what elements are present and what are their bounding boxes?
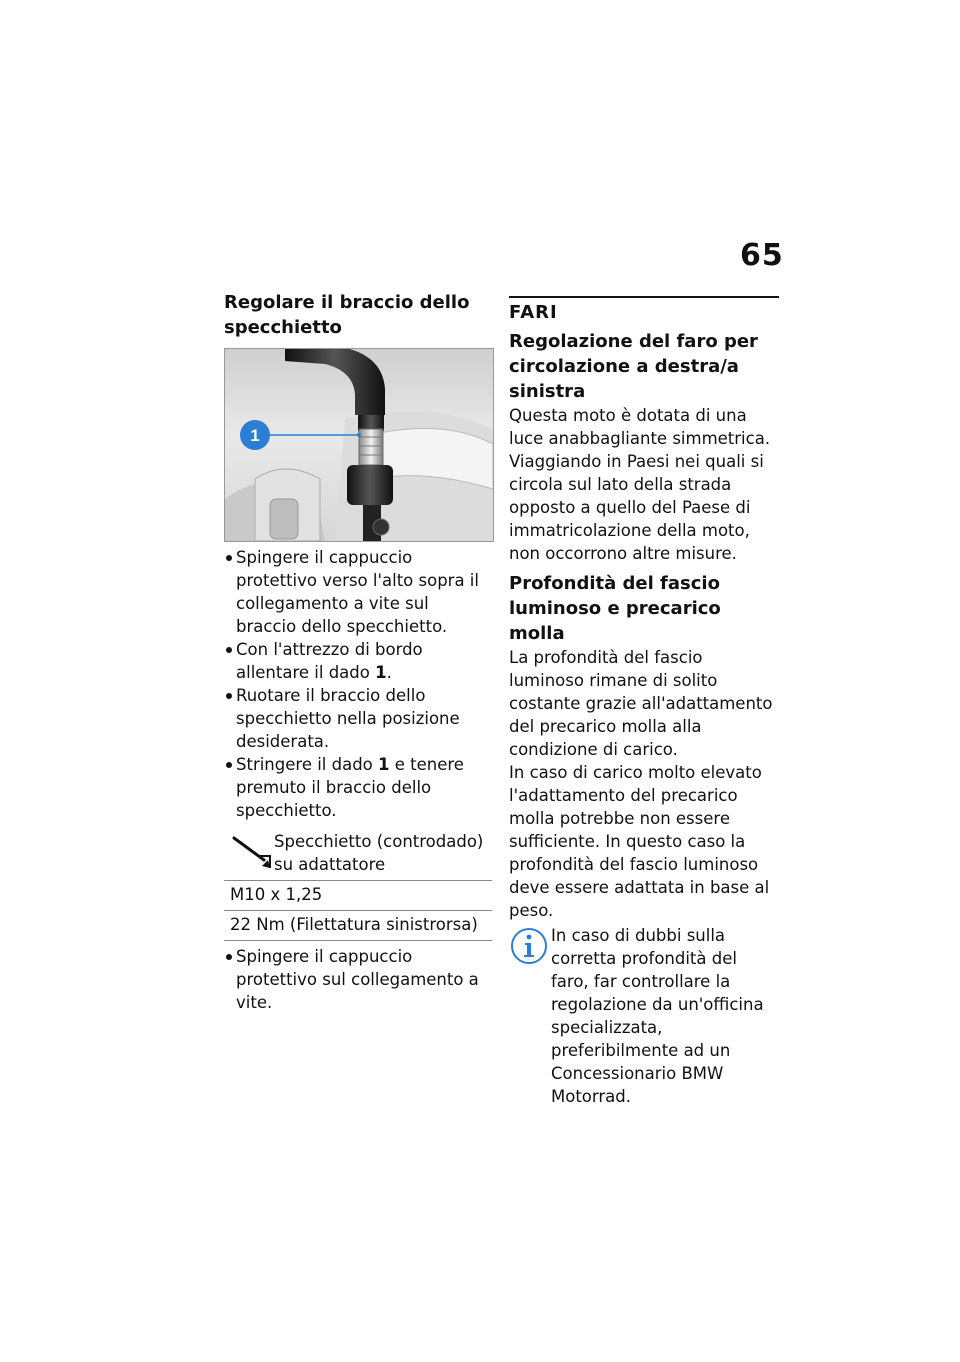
instruction-steps (224, 546, 494, 822)
instruction-steps-final (224, 945, 494, 1014)
torque-wrench-icon (230, 830, 274, 876)
torque-value: 22 Nm (Filettatura sinistrorsa) (224, 911, 492, 941)
mirror-arm-illustration (225, 349, 493, 541)
part-ref-nut: 1 (375, 663, 387, 682)
step-item: Con l'attrezzo di bordo allentare il dado 1. (224, 638, 494, 684)
torque-thread: M10 x 1,25 (224, 881, 492, 911)
part-ref-nut: 1 (378, 755, 390, 774)
torque-spec-table (224, 828, 492, 941)
section-text-headlight-traffic: Questa moto è dotata di una luce anabbagliante simmetrica. Viaggiando in Paesi nei quali si circola sul lato della strada opposto a quello del Paese di immatricolazione della moto, non occorrono altre misure. (509, 406, 771, 563)
left-column (224, 290, 494, 1014)
right-column (509, 290, 779, 1108)
mirror-arm-figure (224, 348, 494, 542)
figure-callout-1: 1 (250, 426, 260, 445)
page-number: 65 (740, 238, 784, 273)
info-icon (509, 926, 549, 966)
chapter-divider (509, 296, 779, 298)
section-text-beam-depth-1: La profondità del fascio luminoso rimane di solito costante grazie all'adattamento del precarico molla alla condizione di carico. (509, 648, 773, 759)
step-item: Ruotare il braccio dello specchietto nella posizione desiderata. (224, 684, 494, 753)
info-note-text: In caso di dubbi sulla corretta profondità del faro, far controllare la regolazione da un'officina specializzata, preferibilmente ad un Concessionario BMW Motorrad. (551, 926, 764, 1106)
torque-title: Specchietto (controdado) su adattatore (274, 832, 484, 874)
section-heading-headlight-traffic: Regolazione del faro per circolazione a destra/a sinistra (509, 331, 758, 402)
step-item: Spingere il cappuccio protettivo verso l'alto sopra il collegamento a vite sul braccio dello specchietto. (224, 546, 494, 638)
step-item: Spingere il cappuccio protettivo sul collegamento a vite. (224, 945, 494, 1014)
section-text-beam-depth-2: In caso di carico molto elevato l'adattamento del precarico molla potrebbe non essere sufficiente. In questo caso la profondità del fascio luminoso deve essere adattata in base al peso. (509, 763, 770, 920)
info-note (509, 924, 779, 1108)
step-item: Stringere il dado 1 e tenere premuto il braccio dello specchietto. (224, 753, 494, 822)
chapter-title: FARI (509, 302, 558, 323)
section-heading-mirror-arm: Regolare il braccio dello specchietto (224, 292, 470, 338)
section-heading-beam-depth: Profondità del fascio luminoso e precarico molla (509, 573, 721, 644)
